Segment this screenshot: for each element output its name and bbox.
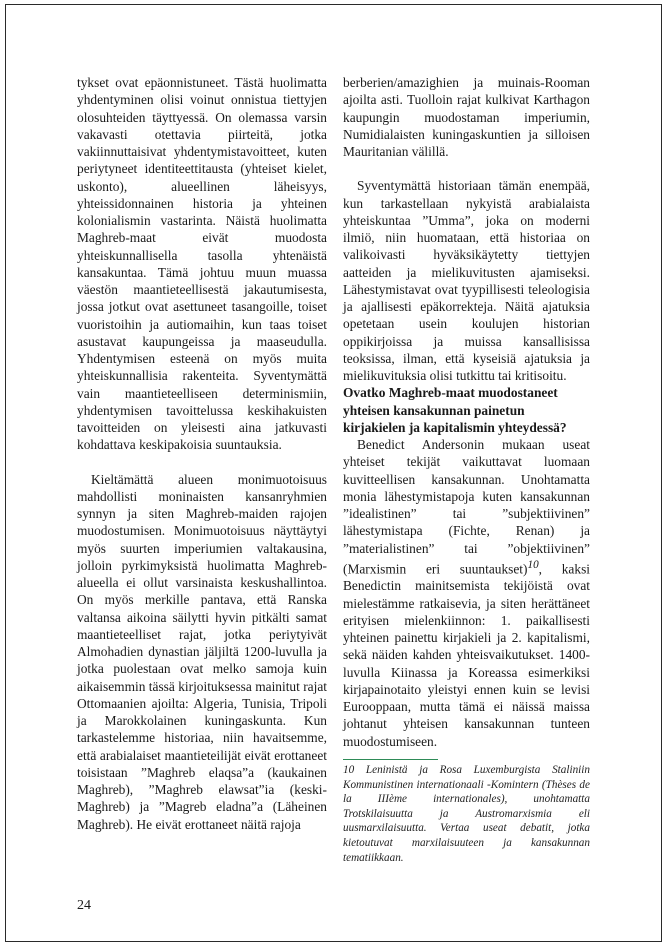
- paragraph-text-end: , kaksi Benedictin mainitsemista tekijöistä ovat mielestämme ratkaisevia, ja siten herättäneet erityisen mielenkiinnon: 1. paikallisesti yhteinen painettu kirjakieli ja 2. kapitalismi, sekä näiden kahden yhteisvaikutukset. 1400-luvulla Kiinassa ja Koreassa esimerkiksi kirjapainotaito yleistyi ennen kuin se levisi Eurooppaan, mutta tämä ei näissä maissa johtanut yhteisen kansakunnan tunteen muodostumiseen.: [343, 561, 590, 749]
- left-paragraph-1: tykset ovat epäonnistuneet. Tästä huolimatta yhdentyminen olisi voinut onnistua tiettyjen olosuhteiden täyttyessä. On olemassa varsin vakavasti otettavia piirteitä, jotka vakiinnuttaisivat yhdentymistavoitteet, kuten periytyneet identiteettitausta (yhteiset kielet, uskonto), alueellinen läheisyys, yhteissidonnainen historia ja yhteinen kolonialismin vastarinta. Näistä huolimatta Maghreb-maat eivät muodosta yhteiskunnallisella tasolla yhtenäistä kansakuntaa. Tämä johtuu muun muassa väestön maantieteellisestä jakautumisesta, jossa jotkut ovat asettuneet tasangoille, toiset vuoristoihin ja autiomaihin, kun taas toiset asustavat kaupungeissa ja maaseudulla. Yhdentymisen esteenä on myös muita yhteiskunnallisia rakenteita. Syventymättä vain maantieteelliseen determinismiin, yhdentymisen tavoittelussa keskihakuisten tavoitteiden on yleisesti aina jatkuvasti kohdattava keskipakoisia suuntauksia.: [77, 75, 327, 453]
- section-heading: Ovatko Maghreb-maat muodostaneet yhteisen kansakunnan painetun kirjakielen ja kapitalismin yhteydessä?: [343, 385, 567, 435]
- footnote: 10 Leninistä ja Rosa Luxemburgista Staliniin Kommunistinen internationaali -Komintern (Thèses de la IIIème internationales), unohtamatta Trotskilaisuutta ja Austromarxismia eli uusmarxilaisuutta. Vertaa useat debatit, jotka kietoutuvat marxilaisuuteen ja kansakunnan tematiikkaan.: [343, 763, 590, 864]
- paragraph-text-start: Benedict Andersonin mukaan useat yhteiset tekijät vaikuttavat luomaan kuvitteellisen kansakunnan. Unohtamatta monia lähestymistapoja kuten kansakunnan ”idealistinen” tai ”subjektiivinen” lähestymistapa (Fichte, Renan) ja ”materialistinen” tai ”objektiivinen” (Marxismin eri suuntaukset): [343, 437, 590, 577]
- right-column: [343, 74, 590, 865]
- left-column: [77, 74, 327, 833]
- footnote-reference: [528, 559, 539, 571]
- right-paragraph-1: berberien/amazighien ja muinais-Rooman ajoilta asti. Tuolloin rajat kulkivat Karthagon kaupungin muodostaman imperiumin, Numidialaisten kuningaskuntien ja silloisen Mauritanian välillä.: [343, 75, 590, 159]
- footnote-divider: [343, 759, 438, 760]
- page-number: 24: [77, 898, 91, 913]
- right-paragraph-3: [343, 436, 590, 750]
- footnote-reference-number: 10: [527, 558, 539, 571]
- right-paragraph-2: Syventymättä historiaan tämän enempää, kun tarkastellaan nykyistä arabialaista yhteiskuntaa ”Umma”, joka on moderni ilmiö, niin huomataan, että historiaa on valikoivasti hyväksikäytetty tiettyjen aatteiden ja mielikuvitusten ajamiseksi. Lähestymistavat ovat tyypillisesti teleologisia ja ajallisesti epäkorrekteja. Näitä ajatuksia opetetaan usein koulujen historian oppikirjoissa ja muissa kansallisissa teoksissa, ilman, että kyseisiä ajatuksia ja mielikuvituksia olisi tutkittu tai kritisoitu.: [343, 178, 590, 383]
- left-paragraph-2: Kieltämättä alueen monimuotoisuus mahdollisti moninaisten kansanryhmien synnyn ja siten Maghreb-maiden rajojen muodostumisen. Monimuotoisuus näyttäytyi myös suurten imperiumien valtakausina, jolloin pyrkimyksistä huolimatta Maghreb-alueella ei ollut varsinaista keskushallintoa. On myös merkille pantava, että Ranska valtansa aikoina säilytti hyvin pitkälti samat maantieteelliset rajat, jotka periytyivät Almohadien dynastian jäljiltä 1200-luvulla ja jotka puolestaan ovat melko samoja kuin aikaisemmin tässä kirjoituksessa mainitut rajat Ottomaanien ajoilta: Algeria, Tunisia, Tripoli ja Marokkolainen kuningaskunta. Kun tarkastelemme historiaa, niin havaitsemme, että arabialaiset maantieteilijät eivät erottaneet toisistaan ”Maghreb elaqsa”a (kaukainen Maghreb), ”Maghreb elawsat”ia (keski-Maghreb) ja ”Magreb eladna”a (Läheinen Maghreb). He eivät erottaneet näitä rajoja: [77, 471, 327, 832]
